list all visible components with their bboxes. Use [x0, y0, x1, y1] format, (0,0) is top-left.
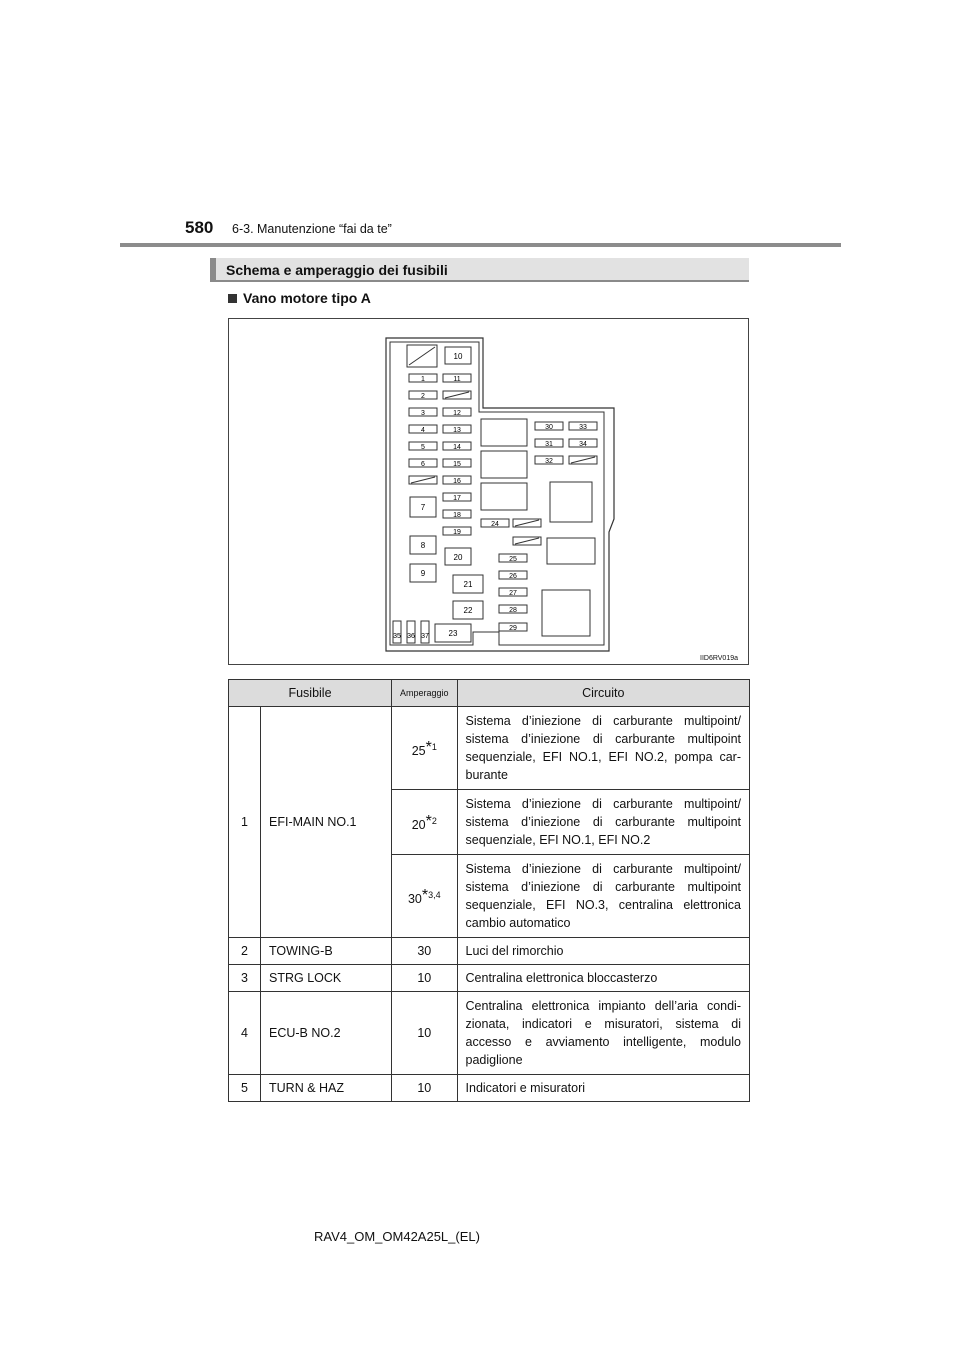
fuse-14 [443, 442, 471, 451]
fuse-19 [443, 527, 471, 536]
fuse-3-label: 3 [421, 410, 425, 417]
fuse-19-label: 19 [453, 529, 461, 536]
subheading [228, 290, 371, 306]
table-row [229, 938, 750, 965]
section-breadcrumb: 6-3. Manutenzione “fai da te” [232, 222, 392, 236]
fuse-17-label: 17 [453, 495, 461, 502]
asterisk-mark: * [421, 886, 429, 904]
relay-block-1 [481, 419, 527, 446]
fuse-name: TURN & HAZ [261, 1075, 392, 1102]
header-amperage: Amperaggio [392, 680, 458, 707]
fuse-33 [569, 422, 597, 431]
fuse-9 [410, 564, 436, 582]
square-bullet-icon [228, 294, 237, 303]
fuse-20 [445, 548, 471, 565]
relay-block-right-2 [547, 538, 595, 564]
amp-value: 20 [411, 817, 426, 832]
spare-slot-left [409, 476, 437, 484]
fuse-circuit: Centralina elettronica impianto dell’aria condi- zionata, indicatori e misuratori, sistema di accesso e avviamento intelligente, modulo padiglione [457, 992, 749, 1075]
fuse-37-label: 37 [421, 633, 429, 640]
fuse-6 [409, 459, 437, 468]
fuse-number: 5 [229, 1075, 261, 1102]
fuse-4-label: 4 [421, 427, 425, 434]
spare-slot-top-slash [409, 347, 435, 365]
fuse-28-label: 28 [509, 607, 517, 614]
footnote-ref: 1 [431, 741, 437, 752]
fuse-21-label: 21 [463, 580, 473, 589]
fuse-25-label: 25 [509, 556, 517, 563]
fuse-circuit: Luci del rimorchio [457, 938, 749, 965]
fuse-26 [499, 571, 527, 580]
spare-slot-right [569, 456, 597, 464]
section-title: Schema e amperaggio dei fusibili [226, 262, 448, 278]
fuse-name: ECU-B NO.2 [261, 992, 392, 1075]
fuse-1-label: 1 [421, 376, 425, 383]
fuse-18 [443, 510, 471, 519]
fuse-amperage [392, 790, 458, 855]
fuse-23-label: 23 [448, 629, 458, 638]
fuse-12 [443, 408, 471, 417]
fuse-13-label: 13 [453, 427, 461, 434]
fuse-25 [499, 554, 527, 563]
fuse-31-label: 31 [545, 441, 553, 448]
fuse-24-label: 24 [491, 521, 499, 528]
fuse-5-label: 5 [421, 444, 425, 451]
table-row [229, 707, 750, 790]
fuse-3 [409, 408, 437, 417]
amp-value: 30 [407, 891, 422, 906]
footnote-ref: 3,4 [428, 889, 441, 900]
fuse-30 [535, 422, 563, 431]
diagram-code: IID6RV019a [700, 655, 739, 662]
fuse-1 [409, 374, 437, 383]
fuse-7-label: 7 [420, 503, 426, 512]
fuse-15-label: 15 [453, 461, 461, 468]
fuse-amperage: 10 [392, 1075, 458, 1102]
fuse-21 [453, 575, 483, 593]
subheading-text: Vano motore tipo A [243, 290, 371, 306]
fuse-12-label: 12 [453, 410, 461, 417]
fuse-32 [535, 456, 563, 465]
fuse-17 [443, 493, 471, 502]
relay-block-right-3 [542, 590, 590, 636]
fuse-number: 2 [229, 938, 261, 965]
relay-block-2 [481, 451, 527, 478]
fuse-18-label: 18 [453, 512, 461, 519]
fuse-circuit: Sistema d’iniezione di carburante multipoint/ sistema d’iniezione di carburante multipoint sequenziale, EFI NO.1, EFI NO.2 [457, 790, 749, 855]
fuse-number: 1 [229, 707, 261, 938]
section-title-bar [210, 258, 749, 282]
amp-value: 25 [411, 743, 426, 758]
fuse-amperage: 10 [392, 965, 458, 992]
fuse-11 [443, 374, 471, 383]
fuse-7 [410, 497, 436, 517]
fuse-amperage: 30 [392, 938, 458, 965]
fuse-10-label: 10 [453, 352, 463, 361]
fuse-name: STRG LOCK [261, 965, 392, 992]
header-divider [120, 243, 841, 247]
asterisk-mark: * [425, 738, 432, 756]
fuse-27-label: 27 [509, 590, 517, 597]
fuse-29 [499, 623, 527, 632]
fuse-number: 3 [229, 965, 261, 992]
fuse-amperage: 10 [392, 992, 458, 1075]
footnote-ref: 2 [431, 815, 437, 826]
fuse-13 [443, 425, 471, 434]
fuse-16 [443, 476, 471, 485]
asterisk-mark: * [425, 812, 432, 830]
spare-slot-col2 [443, 391, 471, 399]
fuse-circuit: Sistema d’iniezione di carburante multipoint/ sistema d’iniezione di carburante multipoint sequenziale, EFI NO.1, EFI NO.2, pompa car- burante [457, 707, 749, 790]
fuse-34 [569, 439, 597, 448]
fuse-box-outline-inner [390, 342, 604, 645]
fuse-circuit: Centralina elettronica bloccasterzo [457, 965, 749, 992]
fuse-22 [453, 601, 483, 619]
fuse-circuit: Sistema d’iniezione di carburante multipoint/ sistema d’iniezione di carburante multipoint sequenziale, EFI NO.3, centralina elettronica cambio automatico [457, 855, 749, 938]
relay-block-right-1 [550, 482, 592, 522]
fuse-22-label: 22 [463, 606, 473, 615]
fuse-31 [535, 439, 563, 448]
fuse-box-outline-outer [386, 338, 614, 651]
header-fuse: Fusibile [229, 680, 392, 707]
fuse-table [228, 679, 750, 1102]
fuse-11-label: 11 [453, 376, 461, 383]
fuse-6-label: 6 [421, 461, 425, 468]
fuse-9-label: 9 [420, 569, 426, 578]
fuse-35-label: 35 [393, 633, 401, 640]
fuse-30-label: 30 [545, 424, 553, 431]
page-number: 580 [185, 218, 214, 237]
fuse-amperage [392, 855, 458, 938]
fuse-23 [435, 624, 471, 642]
relay-block-3 [481, 483, 527, 510]
footer-doc-code: RAV4_OM_OM42A25L_(EL) [314, 1229, 480, 1244]
fuse-name: TOWING-B [261, 938, 392, 965]
fuse-box-diagram [228, 318, 749, 665]
fuse-14-label: 14 [453, 444, 461, 451]
fuse-4 [409, 425, 437, 434]
fuse-2 [409, 391, 437, 400]
fuse-5 [409, 442, 437, 451]
table-row [229, 992, 750, 1075]
header-circuit: Circuito [457, 680, 749, 707]
fuse-32-label: 32 [545, 458, 553, 465]
fuse-28 [499, 605, 527, 614]
fuse-15 [443, 459, 471, 468]
fuse-36-label: 36 [407, 633, 415, 640]
table-row [229, 1075, 750, 1102]
fuse-34-label: 34 [579, 441, 587, 448]
fuse-amperage [392, 707, 458, 790]
fuse-circuit: Indicatori e misuratori [457, 1075, 749, 1102]
table-header-row [229, 680, 750, 707]
fuse-26-label: 26 [509, 573, 517, 580]
fuse-27 [499, 588, 527, 597]
fuse-35-36-37 [393, 621, 429, 643]
fuse-20-label: 20 [453, 553, 463, 562]
fuse-8-label: 8 [420, 541, 426, 550]
fuse-29-label: 29 [509, 625, 517, 632]
table-row [229, 965, 750, 992]
spare-slot-mid-1 [513, 519, 541, 527]
fuse-16-label: 16 [453, 478, 461, 485]
fuse-33-label: 33 [579, 424, 587, 431]
fuse-number: 4 [229, 992, 261, 1075]
spare-slot-mid-2 [513, 537, 541, 545]
fuse-name: EFI-MAIN NO.1 [261, 707, 392, 938]
fuse-box-svg [229, 319, 750, 666]
fuse-8 [410, 536, 436, 554]
fuse-2-label: 2 [421, 393, 425, 400]
fuse-24 [481, 519, 509, 528]
